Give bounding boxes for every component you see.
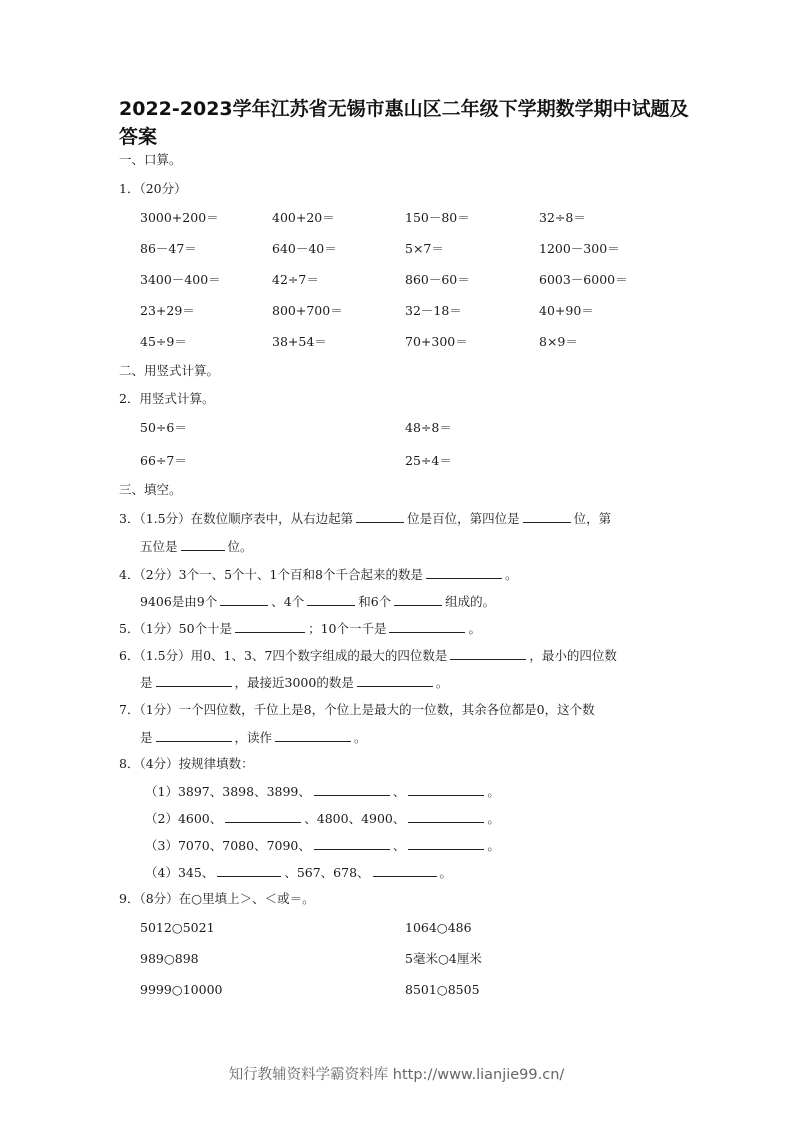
question-6-line-2: [140, 673, 448, 692]
question-text: 位。: [227, 539, 253, 554]
question-text: 是: [140, 730, 153, 745]
oral-calc-item: 400+20＝: [272, 210, 335, 225]
question-text: 、567、678、: [284, 865, 370, 880]
answer-blank[interactable]: [181, 537, 225, 551]
pattern-row-3: [145, 836, 500, 855]
answer-blank[interactable]: [389, 619, 465, 633]
pattern-row-4: [145, 863, 452, 882]
question-text: （4）345、: [145, 865, 215, 880]
answer-blank[interactable]: [357, 673, 433, 687]
answer-blank[interactable]: [356, 509, 404, 523]
compare-item: 8501○8505: [405, 982, 480, 997]
answer-blank[interactable]: [307, 592, 355, 606]
compare-item: 989○898: [140, 951, 199, 966]
question-text: 3．（1.5分）在数位顺序表中，从右边起第: [119, 511, 354, 526]
answer-blank[interactable]: [408, 836, 484, 850]
vertical-calc-item: 66÷7＝: [140, 453, 187, 468]
oral-calc-item: 640－40＝: [272, 241, 337, 256]
pattern-row-1: [145, 782, 500, 801]
question-text: 五位是: [140, 539, 178, 554]
vertical-calc-item: 48÷8＝: [405, 420, 452, 435]
question-text: 。: [487, 838, 500, 853]
answer-blank[interactable]: [408, 809, 484, 823]
answer-blank[interactable]: [235, 619, 305, 633]
question-7-line-2: [140, 728, 367, 747]
oral-calc-item: 3000+200＝: [140, 210, 219, 225]
question-8-label: 8．（4分）按规律填数：: [119, 756, 254, 771]
question-text: 。: [468, 621, 481, 636]
question-text: 。: [439, 865, 453, 880]
question-4-line-1: [119, 565, 517, 584]
question-text: ，最接近3000的数是: [234, 675, 354, 690]
question-text: 。: [487, 811, 500, 826]
vertical-calc-item: 25÷4＝: [405, 453, 452, 468]
oral-calc-item: 860－60＝: [405, 272, 470, 287]
answer-blank[interactable]: [450, 646, 526, 660]
page-title: 2022-2023学年江苏省无锡市惠山区二年级下学期数学期中试题及答案: [119, 98, 689, 148]
answer-blank[interactable]: [394, 592, 442, 606]
question-text: 和6个: [358, 594, 392, 609]
answer-blank[interactable]: [314, 782, 390, 796]
question-text: 是: [140, 675, 153, 690]
oral-calc-item: 32－18＝: [405, 303, 462, 318]
oral-calc-item: 1200－300＝: [539, 241, 620, 256]
question-text: 9406是由9个: [140, 594, 218, 609]
question-text: ，读作: [234, 730, 273, 745]
oral-calc-item: 800+700＝: [272, 303, 343, 318]
answer-blank[interactable]: [314, 836, 390, 850]
question-text: 、: [392, 784, 406, 799]
question-text: 。: [487, 784, 500, 799]
question-4-line-2: [140, 592, 495, 611]
question-text: 4．（2分）3个一、5个十、1个百和8个千合起来的数是: [119, 567, 423, 582]
answer-blank[interactable]: [523, 509, 571, 523]
question-text: 。: [435, 675, 449, 690]
answer-blank[interactable]: [220, 592, 268, 606]
compare-item: 5012○5021: [140, 920, 215, 935]
oral-calc-item: 45÷9＝: [140, 334, 187, 349]
oral-calc-item: 6003－6000＝: [539, 272, 628, 287]
question-3-line-2: [140, 537, 253, 556]
oral-calc-item: 5×7＝: [405, 241, 444, 256]
question-text: 7．（1分）一个四位数，千位上是8，个位上是最大的一位数，其余各位都是0，这个数: [119, 702, 595, 717]
question-3-line-1: [119, 509, 611, 528]
oral-calc-item: 3400－400＝: [140, 272, 221, 287]
answer-blank[interactable]: [275, 728, 351, 742]
compare-item: 9999○10000: [140, 982, 223, 997]
question-5: [119, 619, 481, 638]
section-heading-3: 三、填空。: [119, 482, 182, 497]
question-text: ；10个一千是: [308, 621, 387, 636]
vertical-calc-item: 50÷6＝: [140, 420, 187, 435]
question-text: 、4800、4900、: [304, 811, 406, 826]
oral-calc-item: 8×9＝: [539, 334, 578, 349]
answer-blank[interactable]: [225, 809, 301, 823]
pattern-row-2: [145, 809, 500, 828]
question-text: 。: [354, 730, 367, 745]
section-heading-2: 二、用竖式计算。: [119, 363, 220, 378]
question-text: （3）7070、7080、7090、: [145, 838, 311, 853]
section-heading-1: 一、口算。: [119, 152, 182, 167]
question-text: 5．（1分）50个十是: [119, 621, 233, 636]
question-text: （2）4600、: [145, 811, 223, 826]
question-text: （1）3897、3898、3899、: [145, 784, 311, 799]
oral-calc-item: 70+300＝: [405, 334, 468, 349]
question-6-line-1: [119, 646, 617, 665]
answer-blank[interactable]: [156, 728, 232, 742]
answer-blank[interactable]: [217, 863, 281, 877]
oral-calc-item: 40+90＝: [539, 303, 594, 318]
question-9-label: 9．（8分）在○里填上＞、＜或＝。: [119, 891, 315, 906]
question-text: 6．（1.5分）用0、1、3、7四个数字组成的最大的四位数是: [119, 648, 448, 663]
question-text: ，最小的四位数: [529, 648, 617, 663]
answer-blank[interactable]: [156, 673, 232, 687]
question-7-line-1: [119, 701, 595, 719]
compare-item: 1064○486: [405, 920, 472, 935]
answer-blank[interactable]: [408, 782, 484, 796]
question-text: 位，第: [573, 511, 612, 526]
answer-blank[interactable]: [373, 863, 437, 877]
oral-calc-item: 38+54＝: [272, 334, 327, 349]
oral-calc-item: 86－47＝: [140, 241, 197, 256]
question-text: 、4个: [271, 594, 305, 609]
question-2-label: 2．用竖式计算。: [119, 391, 215, 406]
oral-calc-item: 23+29＝: [140, 303, 195, 318]
footer-watermark: 知行教辅资料学霸资料库 http://www.lianjie99.cn/: [228, 1067, 565, 1083]
question-1-label: 1．（20分）: [119, 181, 187, 196]
compare-item: 5毫米○4厘米: [405, 951, 482, 966]
answer-blank[interactable]: [426, 565, 502, 579]
oral-calc-item: 150－80＝: [405, 210, 470, 225]
question-text: 。: [504, 567, 518, 582]
question-text: 位是百位，第四位是: [407, 511, 520, 526]
oral-calc-item: 32÷8＝: [539, 210, 586, 225]
question-text: 组成的。: [445, 594, 496, 609]
question-text: 、: [392, 838, 406, 853]
oral-calc-item: 42÷7＝: [272, 272, 319, 287]
